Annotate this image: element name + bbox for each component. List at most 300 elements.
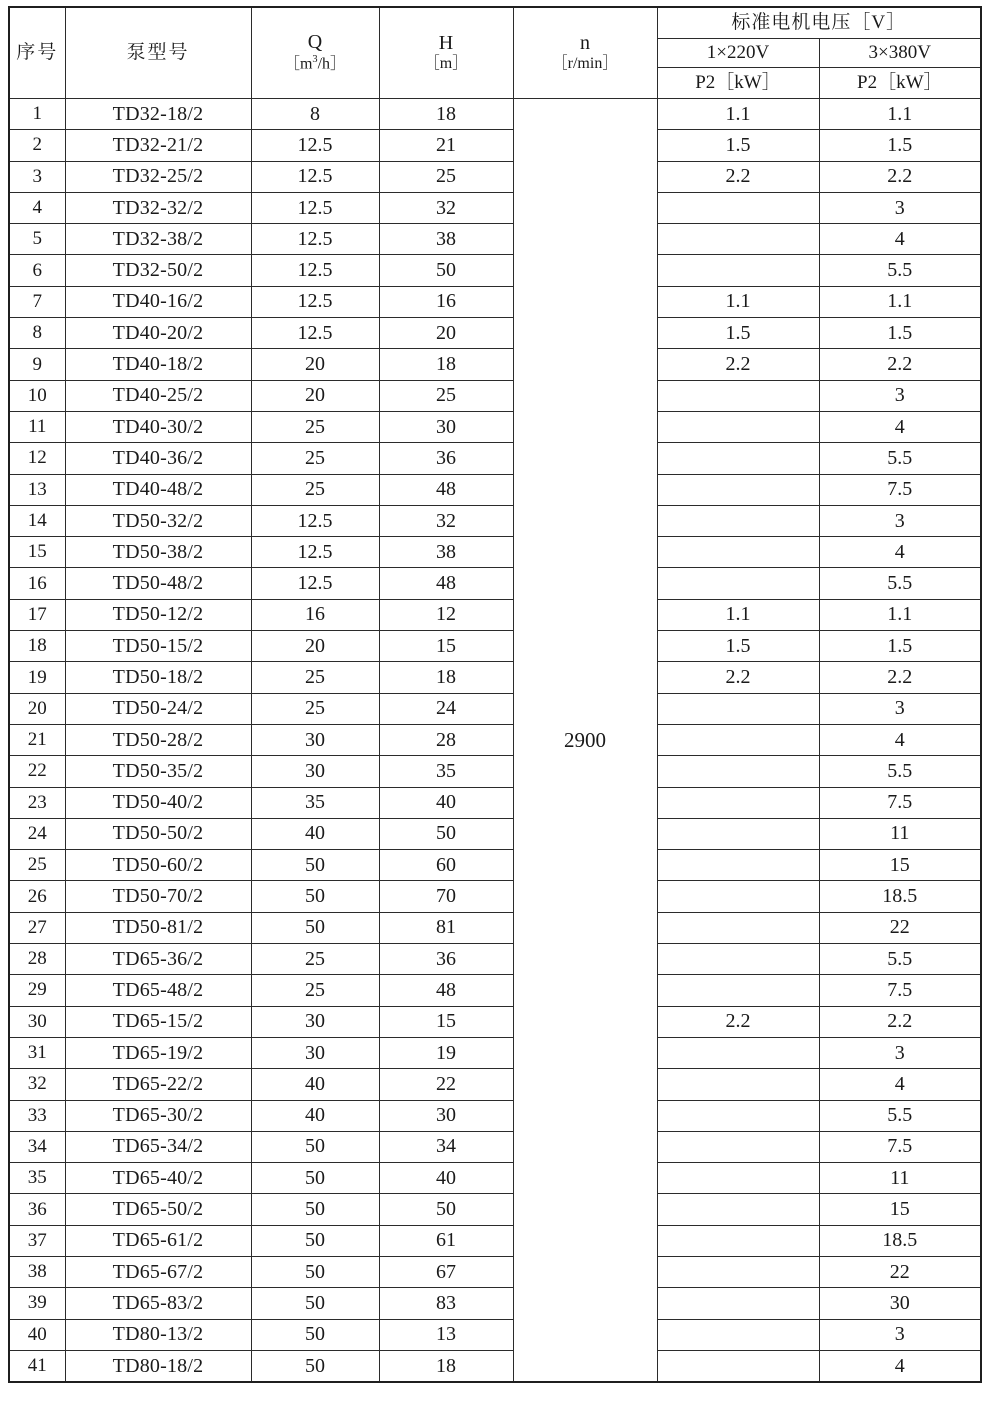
cell-flow: 12.5: [251, 505, 379, 536]
cell-model: TD65-34/2: [65, 1131, 251, 1162]
cell-index: 17: [9, 599, 65, 630]
cell-head: 24: [379, 693, 513, 724]
table-row: [9, 975, 981, 1006]
table-row: [9, 631, 981, 662]
cell-head: 21: [379, 130, 513, 161]
cell-p2-380v: 4: [819, 1069, 981, 1100]
cell-p2-380v: 4: [819, 411, 981, 442]
table-row: [9, 1288, 981, 1319]
cell-p2-220v: 2.2: [657, 1006, 819, 1037]
cell-model: TD50-48/2: [65, 568, 251, 599]
cell-p2-220v: [657, 474, 819, 505]
cell-head: 18: [379, 662, 513, 693]
cell-index: 25: [9, 850, 65, 881]
cell-head: 35: [379, 756, 513, 787]
cell-p2-220v: [657, 1131, 819, 1162]
cell-index: 20: [9, 693, 65, 724]
cell-model: TD32-32/2: [65, 192, 251, 223]
cell-model: TD40-16/2: [65, 286, 251, 317]
cell-flow: 50: [251, 1131, 379, 1162]
cell-p2-380v: 4: [819, 224, 981, 255]
cell-index: 10: [9, 380, 65, 411]
cell-flow: 50: [251, 1256, 379, 1287]
table-row: [9, 724, 981, 755]
cell-index: 41: [9, 1350, 65, 1382]
table-row: [9, 1350, 981, 1382]
table-row: [9, 474, 981, 505]
cell-index: 1: [9, 99, 65, 130]
cell-index: 26: [9, 881, 65, 912]
cell-p2-380v: 2.2: [819, 662, 981, 693]
cell-p2-380v: 3: [819, 380, 981, 411]
table-row: [9, 1037, 981, 1068]
cell-model: TD40-36/2: [65, 443, 251, 474]
cell-head: 30: [379, 1100, 513, 1131]
cell-model: TD32-18/2: [65, 99, 251, 130]
table-header: [9, 7, 981, 99]
cell-head: 13: [379, 1319, 513, 1350]
cell-head: 50: [379, 1194, 513, 1225]
cell-flow: 50: [251, 912, 379, 943]
cell-p2-380v: 4: [819, 724, 981, 755]
table-row: [9, 224, 981, 255]
cell-index: 23: [9, 787, 65, 818]
table-row: [9, 255, 981, 286]
cell-p2-380v: 5.5: [819, 255, 981, 286]
cell-p2-220v: [657, 1163, 819, 1194]
table-row: [9, 693, 981, 724]
table-row: [9, 99, 981, 130]
header-flow-symbol: Q: [307, 31, 323, 54]
cell-model: TD40-20/2: [65, 318, 251, 349]
cell-p2-380v: 2.2: [819, 161, 981, 192]
table-row: [9, 662, 981, 693]
cell-head: 70: [379, 881, 513, 912]
table-row: [9, 349, 981, 380]
cell-flow: 25: [251, 443, 379, 474]
cell-flow: 20: [251, 349, 379, 380]
cell-p2-380v: 11: [819, 818, 981, 849]
cell-index: 28: [9, 944, 65, 975]
cell-index: 22: [9, 756, 65, 787]
cell-flow: 12.5: [251, 130, 379, 161]
cell-p2-220v: [657, 224, 819, 255]
cell-p2-220v: [657, 724, 819, 755]
pump-specification-table: [8, 6, 982, 1383]
cell-model: TD50-40/2: [65, 787, 251, 818]
cell-model: TD50-15/2: [65, 631, 251, 662]
cell-index: 9: [9, 349, 65, 380]
cell-model: TD65-50/2: [65, 1194, 251, 1225]
cell-index: 39: [9, 1288, 65, 1319]
table-row: [9, 1069, 981, 1100]
cell-p2-220v: [657, 1100, 819, 1131]
cell-head: 30: [379, 411, 513, 442]
table-row: [9, 380, 981, 411]
cell-p2-380v: 22: [819, 1256, 981, 1287]
cell-flow: 12.5: [251, 286, 379, 317]
cell-flow: 50: [251, 881, 379, 912]
cell-model: TD65-19/2: [65, 1037, 251, 1068]
cell-p2-380v: 1.1: [819, 286, 981, 317]
cell-head: 38: [379, 537, 513, 568]
cell-head: 22: [379, 1069, 513, 1100]
cell-p2-380v: 1.5: [819, 130, 981, 161]
cell-head: 61: [379, 1225, 513, 1256]
cell-model: TD32-50/2: [65, 255, 251, 286]
cell-index: 34: [9, 1131, 65, 1162]
cell-model: TD65-83/2: [65, 1288, 251, 1319]
cell-head: 32: [379, 505, 513, 536]
cell-head: 32: [379, 192, 513, 223]
cell-p2-220v: [657, 443, 819, 474]
cell-head: 83: [379, 1288, 513, 1319]
cell-flow: 12.5: [251, 318, 379, 349]
cell-index: 32: [9, 1069, 65, 1100]
cell-model: TD65-67/2: [65, 1256, 251, 1287]
cell-p2-220v: 2.2: [657, 662, 819, 693]
header-speed-symbol: n: [580, 32, 590, 55]
cell-index: 35: [9, 1163, 65, 1194]
cell-p2-380v: 5.5: [819, 568, 981, 599]
cell-p2-380v: 4: [819, 1350, 981, 1382]
cell-head: 20: [379, 318, 513, 349]
cell-p2-380v: 15: [819, 850, 981, 881]
cell-p2-380v: 2.2: [819, 349, 981, 380]
table-row: [9, 1100, 981, 1131]
cell-head: 40: [379, 787, 513, 818]
cell-index: 40: [9, 1319, 65, 1350]
cell-index: 38: [9, 1256, 65, 1287]
cell-index: 18: [9, 631, 65, 662]
cell-head: 15: [379, 1006, 513, 1037]
cell-p2-380v: 30: [819, 1288, 981, 1319]
cell-model: TD40-25/2: [65, 380, 251, 411]
cell-index: 24: [9, 818, 65, 849]
cell-p2-220v: [657, 975, 819, 1006]
cell-head: 40: [379, 1163, 513, 1194]
header-flow-unit: $[m^3/h]$: [283, 54, 347, 73]
cell-p2-380v: 5.5: [819, 756, 981, 787]
cell-p2-220v: 2.2: [657, 161, 819, 192]
cell-flow: 20: [251, 631, 379, 662]
cell-flow: 30: [251, 1037, 379, 1068]
cell-p2-220v: 1.5: [657, 130, 819, 161]
cell-index: 27: [9, 912, 65, 943]
cell-model: TD50-12/2: [65, 599, 251, 630]
cell-p2-220v: [657, 693, 819, 724]
table-row: [9, 881, 981, 912]
cell-head: 36: [379, 443, 513, 474]
cell-index: 6: [9, 255, 65, 286]
header-speed-unit: ［r/min］: [551, 55, 619, 73]
cell-index: 4: [9, 192, 65, 223]
cell-model: TD65-48/2: [65, 975, 251, 1006]
cell-flow: 25: [251, 693, 379, 724]
table-row: [9, 443, 981, 474]
cell-model: TD40-30/2: [65, 411, 251, 442]
table-row: [9, 130, 981, 161]
cell-flow: 40: [251, 1100, 379, 1131]
cell-p2-220v: [657, 505, 819, 536]
cell-model: TD40-18/2: [65, 349, 251, 380]
cell-p2-220v: 1.5: [657, 318, 819, 349]
cell-flow: 50: [251, 1350, 379, 1382]
cell-head: 19: [379, 1037, 513, 1068]
cell-index: 2: [9, 130, 65, 161]
cell-index: 12: [9, 443, 65, 474]
cell-model: TD65-30/2: [65, 1100, 251, 1131]
cell-model: TD32-38/2: [65, 224, 251, 255]
cell-index: 7: [9, 286, 65, 317]
table-row: [9, 787, 981, 818]
cell-p2-220v: [657, 411, 819, 442]
cell-p2-380v: 4: [819, 537, 981, 568]
table-row: [9, 286, 981, 317]
cell-p2-220v: 1.1: [657, 286, 819, 317]
cell-flow: 50: [251, 1225, 379, 1256]
header-head-unit: ［m］: [423, 55, 469, 73]
cell-head: 50: [379, 255, 513, 286]
cell-p2-220v: [657, 944, 819, 975]
cell-model: TD50-81/2: [65, 912, 251, 943]
table-row: [9, 1194, 981, 1225]
cell-flow: 25: [251, 411, 379, 442]
cell-p2-380v: 3: [819, 1319, 981, 1350]
cell-head: 50: [379, 818, 513, 849]
cell-p2-220v: 1.5: [657, 631, 819, 662]
cell-p2-220v: [657, 912, 819, 943]
table-row: [9, 537, 981, 568]
cell-head: 36: [379, 944, 513, 975]
table-row: [9, 1163, 981, 1194]
cell-flow: 12.5: [251, 568, 379, 599]
header-flow: [251, 7, 379, 99]
cell-p2-220v: [657, 568, 819, 599]
cell-head: 28: [379, 724, 513, 755]
cell-p2-220v: [657, 192, 819, 223]
header-voltage-group: 标准电机电压［V］: [657, 7, 981, 39]
cell-p2-220v: [657, 537, 819, 568]
cell-p2-380v: 3: [819, 192, 981, 223]
cell-index: 14: [9, 505, 65, 536]
cell-flow: 8: [251, 99, 379, 130]
cell-p2-220v: [657, 756, 819, 787]
table-row: [9, 599, 981, 630]
cell-p2-220v: 1.1: [657, 599, 819, 630]
cell-flow: 40: [251, 1069, 379, 1100]
cell-flow: 50: [251, 1163, 379, 1194]
cell-model: TD50-18/2: [65, 662, 251, 693]
cell-index: 16: [9, 568, 65, 599]
cell-index: 3: [9, 161, 65, 192]
header-index: 序号: [9, 7, 65, 99]
cell-p2-220v: [657, 818, 819, 849]
cell-head: 18: [379, 99, 513, 130]
cell-flow: 40: [251, 818, 379, 849]
cell-flow: 25: [251, 944, 379, 975]
cell-model: TD65-15/2: [65, 1006, 251, 1037]
cell-model: TD50-24/2: [65, 693, 251, 724]
cell-head: 48: [379, 474, 513, 505]
cell-p2-380v: 2.2: [819, 1006, 981, 1037]
cell-p2-380v: 3: [819, 1037, 981, 1068]
cell-flow: 50: [251, 1319, 379, 1350]
cell-model: TD50-38/2: [65, 537, 251, 568]
cell-index: 13: [9, 474, 65, 505]
cell-p2-220v: [657, 1194, 819, 1225]
cell-model: TD32-21/2: [65, 130, 251, 161]
cell-p2-220v: [657, 1037, 819, 1068]
cell-p2-380v: 22: [819, 912, 981, 943]
table-row: [9, 1131, 981, 1162]
cell-model: TD50-70/2: [65, 881, 251, 912]
cell-index: 8: [9, 318, 65, 349]
cell-index: 33: [9, 1100, 65, 1131]
cell-model: TD65-40/2: [65, 1163, 251, 1194]
cell-head: 34: [379, 1131, 513, 1162]
table-row: [9, 756, 981, 787]
cell-index: 15: [9, 537, 65, 568]
table-row: [9, 568, 981, 599]
header-p2-380: P2［kW］: [819, 68, 981, 99]
cell-index: 37: [9, 1225, 65, 1256]
cell-index: 11: [9, 411, 65, 442]
cell-p2-380v: 1.1: [819, 99, 981, 130]
cell-p2-220v: [657, 1225, 819, 1256]
cell-flow: 25: [251, 662, 379, 693]
cell-p2-220v: [657, 881, 819, 912]
cell-p2-380v: 7.5: [819, 1131, 981, 1162]
cell-head: 81: [379, 912, 513, 943]
cell-p2-380v: 7.5: [819, 975, 981, 1006]
table-row: [9, 318, 981, 349]
cell-index: 21: [9, 724, 65, 755]
cell-model: TD40-48/2: [65, 474, 251, 505]
cell-p2-220v: [657, 850, 819, 881]
cell-model: TD65-36/2: [65, 944, 251, 975]
cell-model: TD32-25/2: [65, 161, 251, 192]
cell-p2-220v: 1.1: [657, 99, 819, 130]
table-body: [9, 99, 981, 1383]
cell-head: 48: [379, 975, 513, 1006]
header-voltage-220: 1×220V: [657, 39, 819, 68]
cell-p2-220v: [657, 1069, 819, 1100]
cell-model: TD65-61/2: [65, 1225, 251, 1256]
cell-p2-220v: [657, 1256, 819, 1287]
cell-head: 18: [379, 349, 513, 380]
cell-p2-380v: 1.1: [819, 599, 981, 630]
cell-p2-380v: 3: [819, 693, 981, 724]
table-row: [9, 1006, 981, 1037]
header-row-1: [9, 7, 981, 39]
cell-head: 60: [379, 850, 513, 881]
cell-head: 25: [379, 380, 513, 411]
cell-head: 15: [379, 631, 513, 662]
table-row: [9, 1225, 981, 1256]
cell-p2-220v: 2.2: [657, 349, 819, 380]
cell-p2-380v: 7.5: [819, 787, 981, 818]
table-row: [9, 161, 981, 192]
cell-flow: 50: [251, 1194, 379, 1225]
cell-model: TD50-28/2: [65, 724, 251, 755]
cell-model: TD80-13/2: [65, 1319, 251, 1350]
header-head-symbol: H: [438, 32, 454, 55]
cell-index: 19: [9, 662, 65, 693]
cell-head: 12: [379, 599, 513, 630]
cell-p2-380v: 18.5: [819, 881, 981, 912]
cell-p2-380v: 1.5: [819, 318, 981, 349]
table-row: [9, 411, 981, 442]
cell-flow: 12.5: [251, 192, 379, 223]
cell-flow: 35: [251, 787, 379, 818]
table-row: [9, 944, 981, 975]
table-row: [9, 1319, 981, 1350]
cell-flow: 50: [251, 1288, 379, 1319]
cell-p2-220v: [657, 1350, 819, 1382]
cell-head: 16: [379, 286, 513, 317]
table-row: [9, 818, 981, 849]
cell-head: 67: [379, 1256, 513, 1287]
cell-p2-220v: [657, 787, 819, 818]
cell-model: TD50-35/2: [65, 756, 251, 787]
cell-model: TD80-18/2: [65, 1350, 251, 1382]
cell-p2-380v: 5.5: [819, 944, 981, 975]
cell-flow: 12.5: [251, 537, 379, 568]
table-row: [9, 912, 981, 943]
header-voltage-380: 3×380V: [819, 39, 981, 68]
cell-speed-merged: 2900: [513, 99, 657, 1383]
cell-flow: 12.5: [251, 255, 379, 286]
cell-flow: 30: [251, 724, 379, 755]
cell-p2-220v: [657, 255, 819, 286]
cell-p2-380v: 18.5: [819, 1225, 981, 1256]
cell-head: 38: [379, 224, 513, 255]
cell-model: TD50-32/2: [65, 505, 251, 536]
header-model: 泵型号: [65, 7, 251, 99]
cell-flow: 16: [251, 599, 379, 630]
cell-flow: 50: [251, 850, 379, 881]
cell-p2-380v: 15: [819, 1194, 981, 1225]
table-row: [9, 505, 981, 536]
cell-flow: 12.5: [251, 224, 379, 255]
cell-p2-380v: 5.5: [819, 443, 981, 474]
cell-p2-380v: 3: [819, 505, 981, 536]
cell-head: 48: [379, 568, 513, 599]
cell-flow: 12.5: [251, 161, 379, 192]
cell-p2-380v: 7.5: [819, 474, 981, 505]
cell-index: 30: [9, 1006, 65, 1037]
cell-model: TD50-50/2: [65, 818, 251, 849]
cell-model: TD50-60/2: [65, 850, 251, 881]
cell-index: 36: [9, 1194, 65, 1225]
header-p2-220: P2［kW］: [657, 68, 819, 99]
cell-head: 25: [379, 161, 513, 192]
cell-p2-220v: [657, 380, 819, 411]
cell-index: 31: [9, 1037, 65, 1068]
table-row: [9, 1256, 981, 1287]
cell-head: 18: [379, 1350, 513, 1382]
header-head: [379, 7, 513, 99]
cell-flow: 30: [251, 1006, 379, 1037]
cell-p2-220v: [657, 1288, 819, 1319]
cell-index: 29: [9, 975, 65, 1006]
cell-p2-380v: 1.5: [819, 631, 981, 662]
cell-flow: 30: [251, 756, 379, 787]
cell-model: TD65-22/2: [65, 1069, 251, 1100]
table-row: [9, 192, 981, 223]
cell-p2-380v: 11: [819, 1163, 981, 1194]
